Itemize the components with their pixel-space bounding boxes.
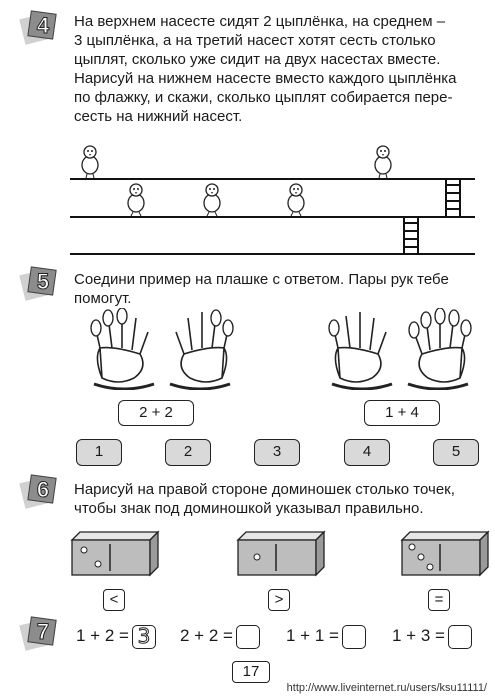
lower-perch [70,253,475,255]
equation [180,624,260,649]
task-number-badge [22,476,56,510]
domino [236,530,326,577]
hand-icon [160,308,240,390]
task-text [74,270,449,308]
ladder-icon [444,180,462,216]
answer-plate[interactable]: 5 [433,439,479,466]
chick-icon [78,143,102,179]
hand-icon [322,308,402,390]
text-line: На верхнем насесте сидят 2 цыплёнка, на среднем – [74,13,446,30]
hand-icon [398,308,478,390]
page-number: 17 [232,661,270,683]
answer-plate[interactable]: 1 [76,439,122,466]
text-line: цыплят, сколько уже сидит на двух насестах вместе. [74,51,441,68]
answer-box[interactable] [448,625,472,649]
example-plate[interactable]: 2 + 2 [118,400,194,426]
text-line: чтобы знак под доминошкой указывал правильно. [74,500,424,517]
equation [392,624,472,649]
task-text [74,12,457,126]
answer-plate[interactable]: 4 [344,439,390,466]
text-line: по флажку, и скажи, сколько цыплят собирается пере- [74,89,453,106]
text-line: 3 цыплёнка, а на третий насест хотят сесть столько [74,32,436,49]
chick-icon [371,143,395,179]
answer-plate[interactable]: 2 [165,439,211,466]
example-plate[interactable]: 1 + 4 [364,400,440,426]
task-number-badge [22,12,56,46]
comparison-sign: < [103,589,125,611]
comparison-sign: = [428,589,450,611]
chick-icon [200,182,224,217]
equation [286,624,366,649]
answer-box[interactable]: 3 [132,625,156,649]
text-line: Соедини пример на плашке с ответом. Пары рук тебе [74,271,449,288]
equation-expression: 1 + 2 = [76,626,129,645]
task-number: 6 [36,477,50,502]
text-line: Нарисуй на правой стороне доминошек столько точек, [74,481,455,498]
equation [76,624,156,649]
chick-icon [284,182,308,217]
equation-expression: 1 + 3 = [392,626,445,645]
hand-icon [84,308,164,390]
task-number: 7 [36,619,50,644]
comparison-sign: > [268,589,290,611]
text-line: помогут. [74,290,132,307]
task-text [74,480,455,518]
answer-plate[interactable]: 3 [254,439,300,466]
text-line: Нарисуй на нижнем насесте вместо каждого цыплёнка [74,70,457,87]
answer-box[interactable] [236,625,260,649]
task-number: 5 [36,269,50,294]
equation-expression: 2 + 2 = [180,626,233,645]
domino [400,530,490,577]
equation-expression: 1 + 1 = [286,626,339,645]
text-line: сесть на нижний насест. [74,108,243,125]
answer-box[interactable] [342,625,366,649]
task-number-badge [22,268,56,302]
domino [70,530,160,577]
upper-perch [70,178,475,180]
task-number: 4 [36,13,50,38]
task-number-badge [22,618,56,652]
chick-icon [124,182,148,217]
watermark-url: http://www.liveinternet.ru/users/ksu11111/ [286,682,487,694]
ladder-icon [402,218,420,253]
